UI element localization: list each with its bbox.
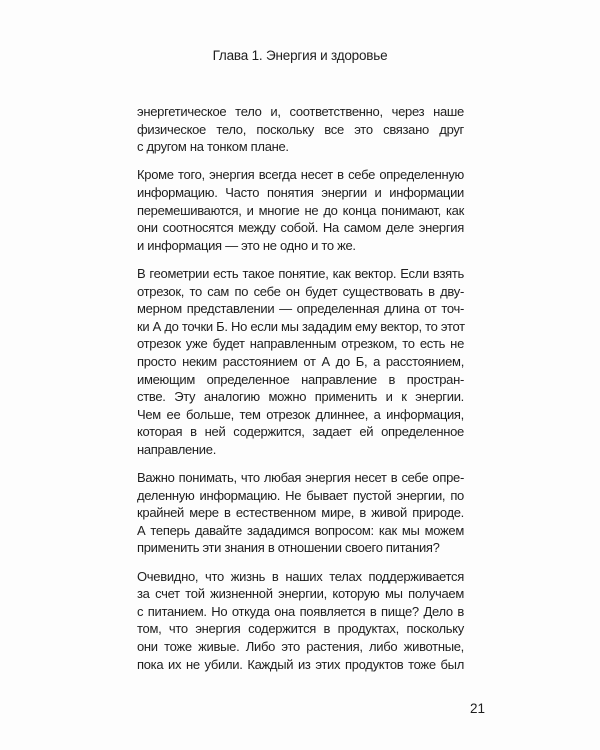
text-line: перемешиваются, и многие не до конца понимают, как bbox=[137, 202, 464, 218]
text-line: энергетическое тело и, соответственно, через наше bbox=[137, 104, 464, 119]
text-line: том, что энергия содержится в продуктах, поскольку bbox=[137, 621, 464, 637]
text-line: просто неким расстоянием от А до Б, а расстоянием, bbox=[137, 353, 464, 369]
text-line: они соотносятся между собой. На самом деле энергия bbox=[137, 220, 464, 236]
text-line: пока их не убили. Каждый из этих продуктов тоже был bbox=[137, 656, 464, 672]
text-line: деленную информацию. Не бывает пустой энергии, по bbox=[137, 487, 464, 503]
text-line: отрезок, то сам по себе он будет существовать в дву- bbox=[137, 283, 464, 299]
text-line: физическое тело, поскольку все это связано друг bbox=[137, 121, 464, 137]
text-line: Важно понимать, что любая энергия несет в себе опре- bbox=[137, 470, 464, 486]
text-line: с питанием. Но откуда она появляется в пище? Дело в bbox=[137, 603, 464, 619]
text-line: ки А до точки Б. Но если мы зададим ему вектор, то этот bbox=[137, 318, 465, 334]
text-line: направление. bbox=[137, 441, 217, 457]
body-text bbox=[137, 103, 464, 684]
paragraph bbox=[137, 265, 464, 459]
text-line: Чем ее больше, тем отрезок длиннее, а информация, bbox=[137, 406, 464, 422]
text-line: мерном представлении — определенная длина от точ- bbox=[137, 301, 464, 317]
paragraph bbox=[137, 103, 464, 156]
page-number: 21 bbox=[470, 701, 486, 716]
text-line: А теперь давайте зададимся вопросом: как мы можем bbox=[137, 522, 464, 538]
paragraph bbox=[137, 469, 464, 557]
paragraph bbox=[137, 166, 464, 254]
text-line: В геометрии есть такое понятие, как вектор. Если взять bbox=[137, 265, 464, 281]
text-line: отрезок уже будет направленным отрезком, то есть не bbox=[137, 336, 464, 352]
paragraph bbox=[137, 568, 464, 674]
text-line: имеющим определенное направление в простран- bbox=[137, 371, 464, 387]
text-line: они тоже живые. Либо это растения, либо животные, bbox=[137, 639, 464, 654]
text-line: за счет той жизненной энергии, которую мы получаем bbox=[137, 586, 464, 602]
text-line: стве. Эту аналогию можно применить и к энергии. bbox=[137, 389, 464, 405]
text-line: информацию. Часто понятия энергии и информации bbox=[137, 184, 464, 200]
text-line: и информация — это не одно и то же. bbox=[137, 237, 356, 253]
text-line: применить эти знания в отношении своего питания? bbox=[137, 540, 440, 556]
text-line: Кроме того, энергия всегда несет в себе определенную bbox=[137, 167, 464, 183]
text-line: крайней мере в естественном мире, в живой природе. bbox=[137, 505, 464, 521]
text-line: с другом на тонком плане. bbox=[137, 139, 289, 155]
text-line: Очевидно, что жизнь в наших телах поддерживается bbox=[137, 568, 464, 584]
text-line: которая в ней содержится, задает ей определенное bbox=[137, 424, 464, 440]
running-header: Глава 1. Энергия и здоровье bbox=[212, 48, 388, 63]
